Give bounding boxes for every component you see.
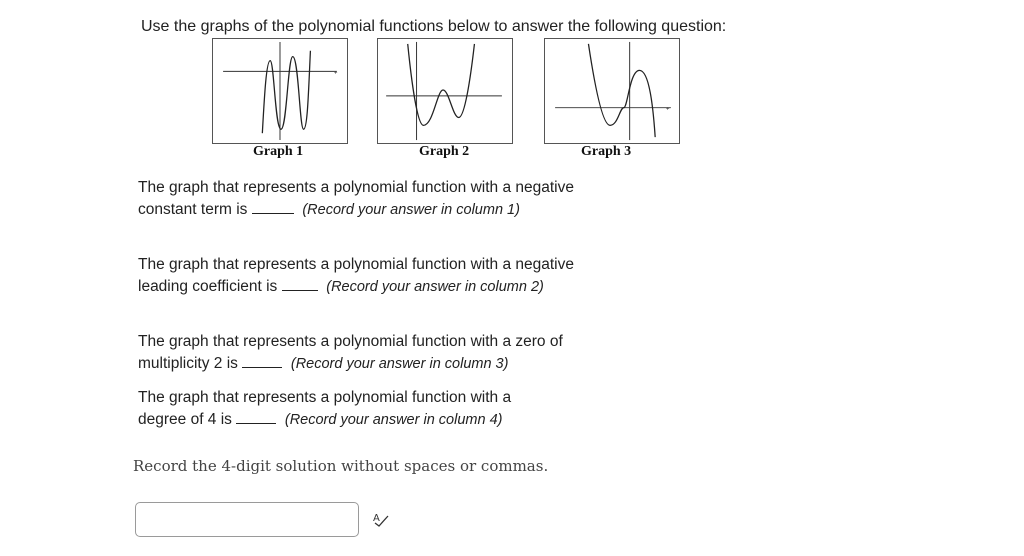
question-3-note: (Record your answer in column 3) — [290, 356, 509, 372]
question-4-note: (Record your answer in column 4) — [284, 412, 503, 428]
instruction-text: Use the graphs of the polynomial functions below to answer the following question: — [141, 18, 727, 35]
answer-blank — [242, 354, 282, 368]
question-1 — [138, 177, 590, 221]
answer-input[interactable] — [135, 502, 359, 537]
spellcheck-icon[interactable] — [372, 510, 390, 528]
record-instruction: Record the 4-digit solution without spaces or commas. — [133, 457, 549, 475]
svg-text:A: A — [373, 513, 380, 524]
question-4 — [138, 387, 538, 431]
graph-3-label: Graph 3 — [581, 144, 632, 159]
graph-3-image — [544, 38, 680, 144]
question-4-text: The graph that represents a polynomial function with a degree of 4 is — [138, 389, 512, 428]
graph-2-label: Graph 2 — [419, 144, 470, 159]
graph-1-image — [212, 38, 348, 144]
question-2 — [138, 254, 578, 298]
question-1-text: The graph that represents a polynomial function with a negative constant term is — [138, 179, 574, 218]
question-3 — [138, 331, 578, 375]
question-1-note: (Record your answer in column 1) — [302, 202, 520, 218]
graph-2-image — [377, 38, 513, 144]
graph-1-label: Graph 1 — [253, 144, 304, 159]
question-3-text: The graph that represents a polynomial function with a zero of multiplicity 2 is — [138, 333, 563, 372]
answer-blank — [282, 277, 318, 291]
question-2-text: The graph that represents a polynomial function with a negative leading coefficient is — [138, 256, 574, 295]
svg-text:+: + — [665, 106, 670, 113]
svg-text:+: + — [333, 70, 338, 77]
answer-blank — [252, 200, 294, 214]
question-2-note: (Record your answer in column 2) — [326, 279, 544, 295]
answer-blank — [236, 410, 276, 424]
